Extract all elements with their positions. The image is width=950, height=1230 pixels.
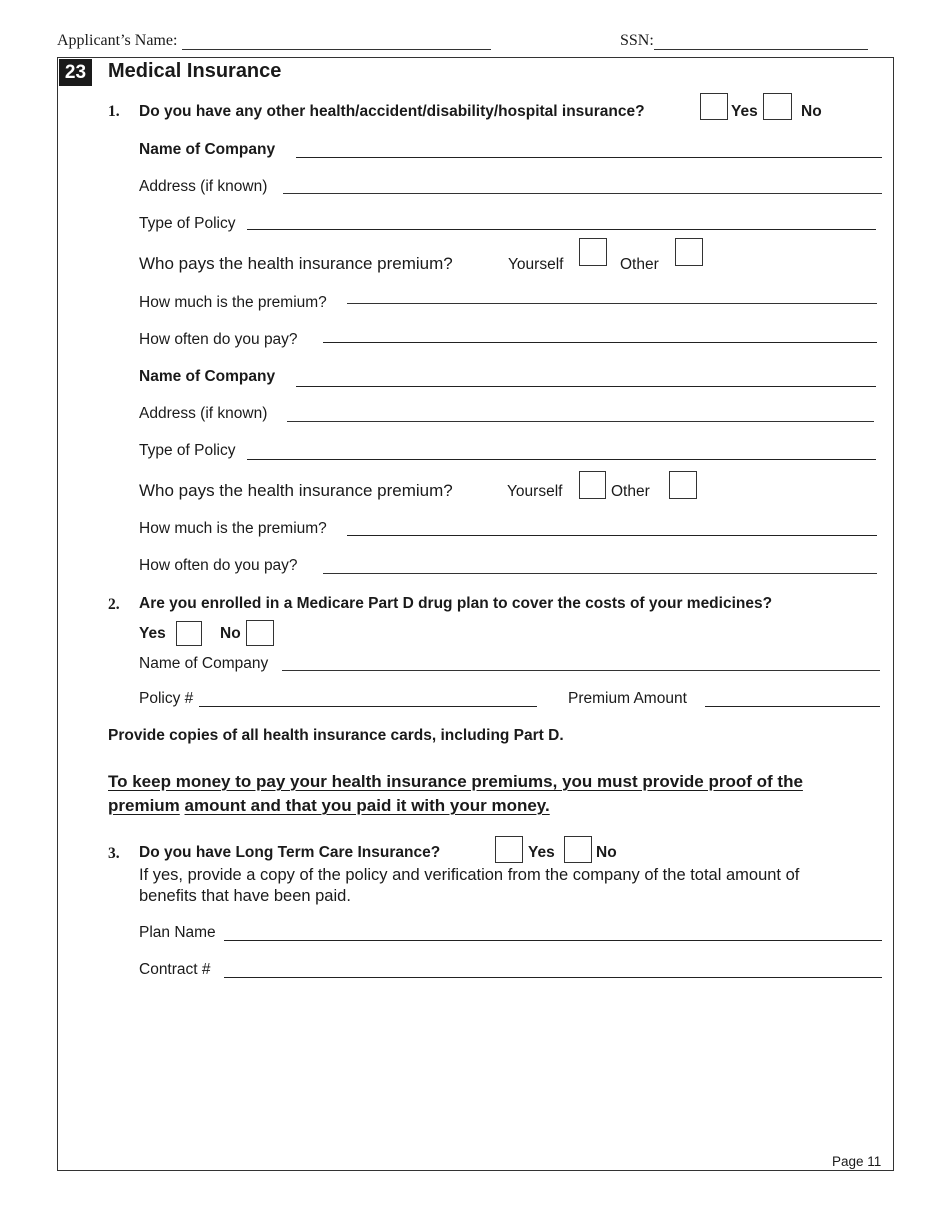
q2-no-label: No [220, 625, 241, 642]
q3-yes-label: Yes [528, 844, 555, 861]
company2-type-field[interactable] [247, 459, 876, 460]
q3-contract-field[interactable] [224, 977, 882, 978]
q3-no-checkbox[interactable] [564, 836, 592, 863]
company2-name-field[interactable] [296, 386, 876, 387]
ssn-field[interactable] [654, 49, 868, 50]
proof-notice-line1: To keep money to pay your health insurance premiums, you must provide proof of the [108, 772, 803, 791]
company1-type-label: Type of Policy [139, 215, 236, 232]
company2-type-label: Type of Policy [139, 442, 236, 459]
page-number: Page 11 [832, 1154, 882, 1169]
q2-yes-checkbox[interactable] [176, 621, 202, 646]
company2-how-much-label: How much is the premium? [139, 520, 327, 537]
question-1-text: Do you have any other health/accident/disability/hospital insurance? [139, 103, 645, 120]
company2-who-pays-label: Who pays the health insurance premium? [139, 481, 453, 500]
q2-policy-field[interactable] [199, 706, 537, 707]
company2-name-label: Name of Company [139, 368, 276, 385]
company2-yourself-checkbox[interactable] [579, 471, 606, 499]
company1-name-label: Name of Company [139, 141, 276, 158]
proof-notice-premium: premium [108, 796, 180, 815]
company2-yourself-label: Yourself [507, 483, 563, 500]
company1-other-label: Other [620, 256, 659, 273]
q3-yes-checkbox[interactable] [495, 836, 523, 863]
applicant-name-label: Applicant’s Name: [57, 32, 178, 49]
q1-no-checkbox[interactable] [763, 93, 792, 120]
section-title: Medical Insurance [108, 60, 282, 82]
q3-plan-name-field[interactable] [224, 940, 882, 941]
question-1-number: 1. [108, 103, 120, 120]
company2-how-often-field[interactable] [323, 573, 877, 574]
company1-name-field[interactable] [296, 157, 882, 158]
q2-yes-label: Yes [139, 625, 166, 642]
company1-yourself-checkbox[interactable] [579, 238, 607, 266]
company1-who-pays-label: Who pays the health insurance premium? [139, 254, 453, 273]
q1-yes-checkbox[interactable] [700, 93, 728, 120]
company2-other-checkbox[interactable] [669, 471, 697, 499]
q1-yes-label: Yes [731, 103, 758, 120]
company1-type-field[interactable] [247, 229, 876, 230]
q2-no-checkbox[interactable] [246, 620, 274, 646]
copies-instruction: Provide copies of all health insurance cards, including Part D. [108, 727, 564, 744]
company1-address-label: Address (if known) [139, 178, 268, 195]
question-2-number: 2. [108, 596, 120, 613]
q3-instruction-line2: benefits that have been paid. [139, 887, 351, 905]
q1-no-label: No [801, 103, 822, 120]
q3-contract-label: Contract # [139, 961, 211, 978]
company2-address-field[interactable] [287, 421, 874, 422]
company1-other-checkbox[interactable] [675, 238, 703, 266]
q2-premium-field[interactable] [705, 706, 880, 707]
question-2-text: Are you enrolled in a Medicare Part D drug plan to cover the costs of your medicines? [139, 595, 773, 612]
company1-how-much-field[interactable] [347, 303, 877, 304]
q3-no-label: No [596, 844, 617, 861]
ssn-label: SSN: [620, 32, 654, 49]
applicant-name-field[interactable] [182, 49, 491, 50]
section-number: 23 [59, 59, 92, 86]
company1-how-often-field[interactable] [323, 342, 877, 343]
q2-policy-label: Policy # [139, 690, 194, 707]
company1-address-field[interactable] [283, 193, 882, 194]
company2-address-label: Address (if known) [139, 405, 268, 422]
company2-other-label: Other [611, 483, 650, 500]
company1-how-much-label: How much is the premium? [139, 294, 327, 311]
q2-company-name-field[interactable] [282, 670, 880, 671]
company2-how-often-label: How often do you pay? [139, 557, 298, 574]
q2-company-name-label: Name of Company [139, 655, 269, 672]
question-3-text: Do you have Long Term Care Insurance? [139, 844, 441, 861]
q2-premium-label: Premium Amount [568, 690, 687, 707]
proof-notice-rest: amount and that you paid it with your money. [184, 796, 550, 815]
company1-how-often-label: How often do you pay? [139, 331, 298, 348]
question-3-number: 3. [108, 845, 120, 862]
company2-how-much-field[interactable] [347, 535, 877, 536]
company1-yourself-label: Yourself [508, 256, 564, 273]
proof-notice-line2 [108, 796, 550, 816]
q3-plan-name-label: Plan Name [139, 924, 216, 941]
q3-instruction-line1: If yes, provide a copy of the policy and verification from the company of the total amount of [139, 866, 800, 884]
